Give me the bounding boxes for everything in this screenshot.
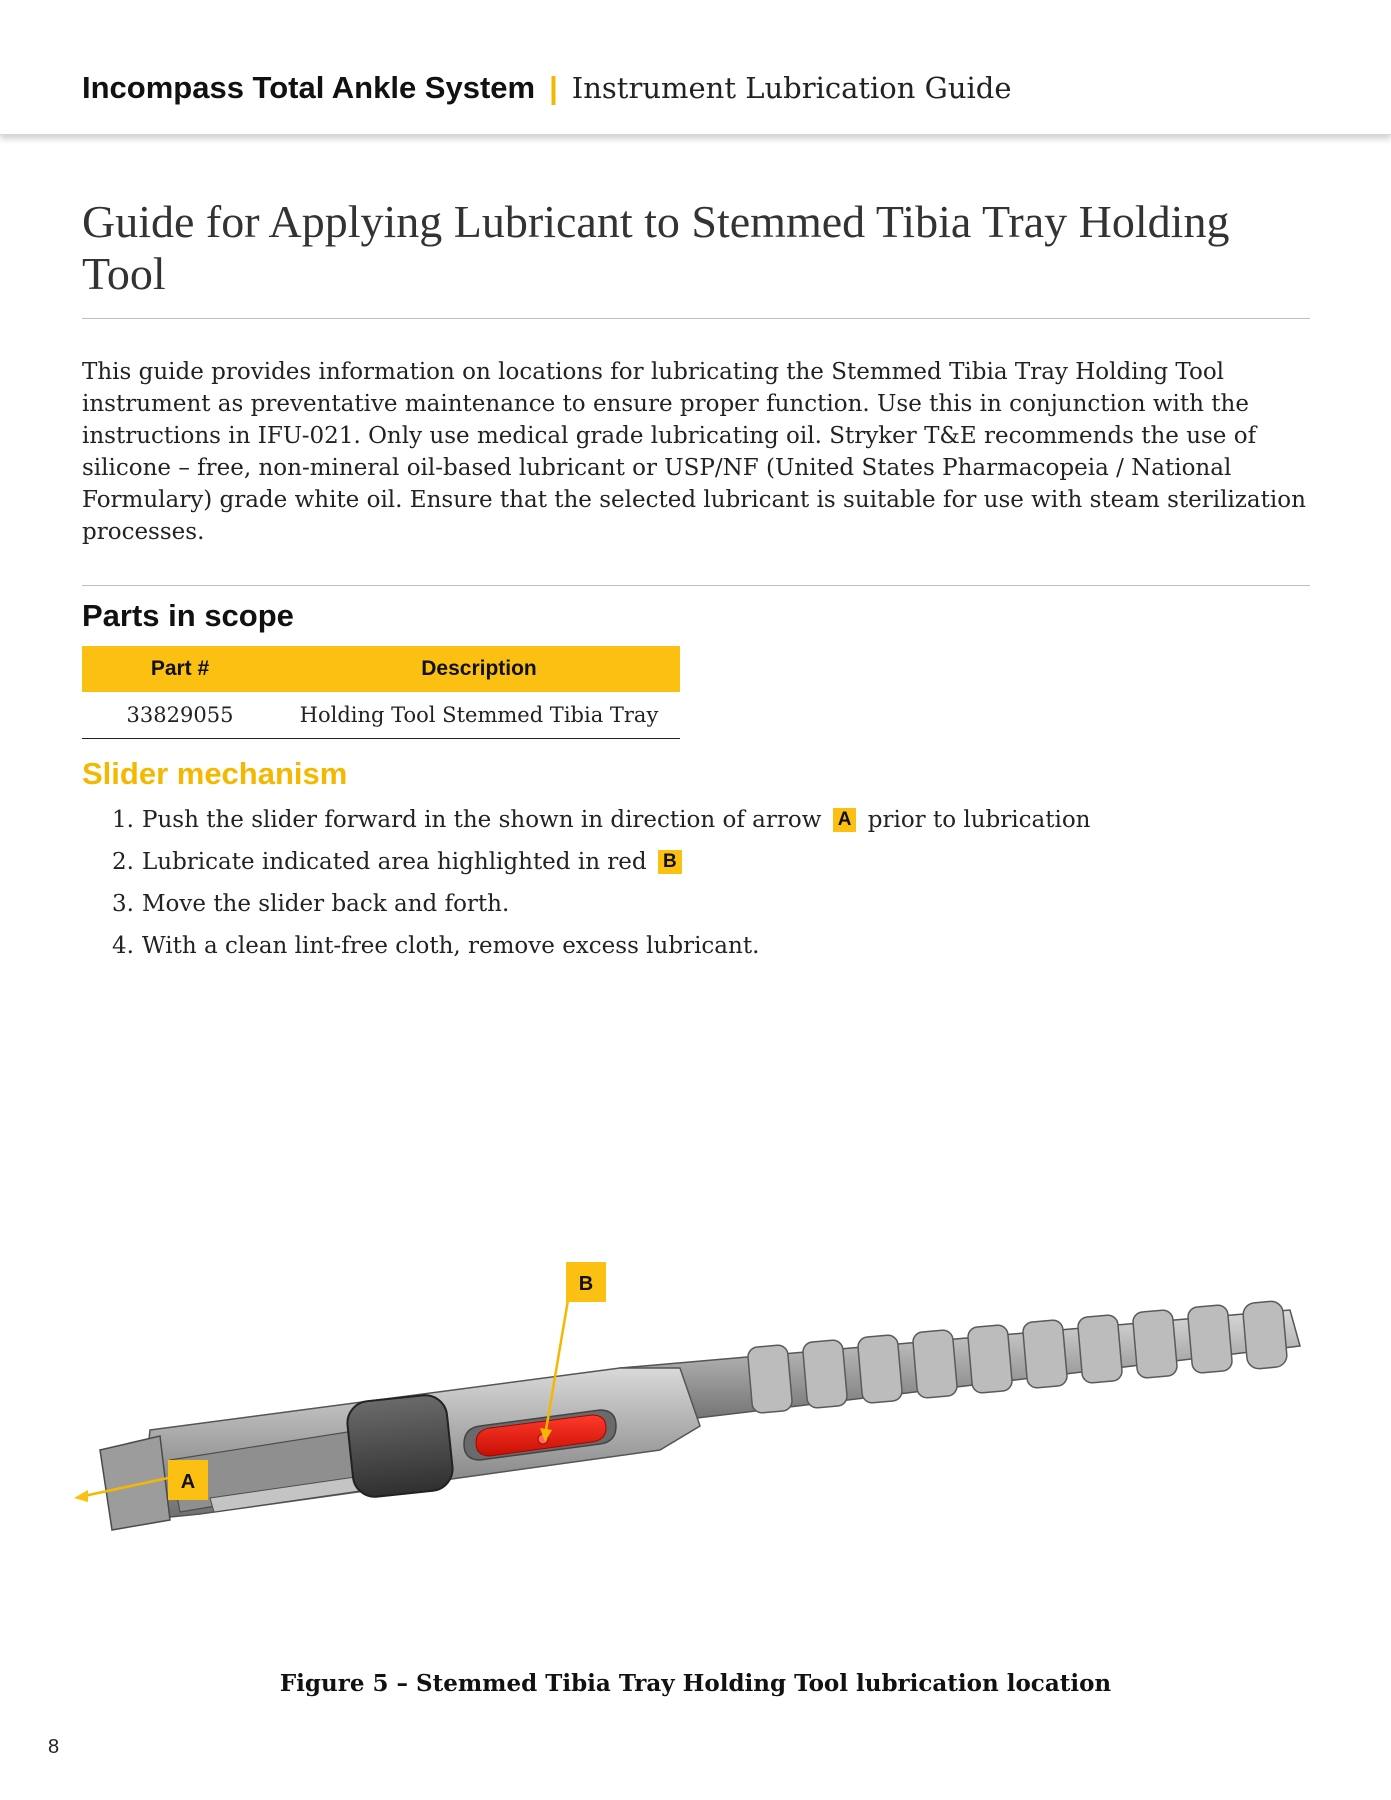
slider-heading: Slider mechanism [82,756,348,791]
list-item [112,886,1090,928]
tool-body [100,1300,1300,1530]
description-cell: Holding Tool Stemmed Tibia Tray [278,692,680,739]
header-separator: | [549,70,558,105]
step-text: Lubricate indicated area highlighted in red [142,849,647,875]
step-text: Push the slider forward in the shown in direction of arrow [142,807,822,833]
step-number: 3. [112,891,134,917]
step-text-after: prior to lubrication [867,807,1091,833]
part-number-cell: 33829055 [82,692,278,739]
step-text: With a clean lint-free cloth, remove excess lubricant. [142,933,760,959]
page-title: Guide for Applying Lubricant to Stemmed Tibia Tray Holding Tool [82,196,1230,299]
step-number: 1. [112,807,134,833]
column-header-part: Part # [82,646,278,692]
callout-badge-a: A [833,808,857,832]
title-divider [82,318,1310,319]
table-row [82,692,680,739]
list-item [112,802,1090,844]
holding-tool-illustration [60,1250,1320,1580]
list-item [112,928,1090,970]
callout-badge-b: B [658,850,682,874]
step-number: 2. [112,849,134,875]
step-text: Move the slider back and forth. [142,891,510,917]
header-subtitle: Instrument Lubrication Guide [571,71,1012,105]
callout-a-label: A [180,1471,196,1493]
page-header [0,0,1391,135]
step-number: 4. [112,933,134,959]
steps-list [112,802,1090,970]
intro-divider [82,585,1310,586]
callout-b-label: B [578,1273,594,1295]
header-text [82,70,1012,106]
figure-caption: Figure 5 – Stemmed Tibia Tray Holding Tool lubrication location [279,1670,1112,1697]
parts-table [82,646,680,739]
list-item [112,844,1090,886]
intro-paragraph: This guide provides information on locations for lubricating the Stemmed Tibia Tray Holding Tool instrument as preventative maintenance to ensure proper function. Use this in conjunction with the instructions in IFU-021. Only use medical grade lubricating oil. Stryker T&E recommends the use of silicone – free, non-mineral oil-based lubricant or USP/NF (United States Pharmacopeia / National Formulary) grade white oil. Ensure that the selected lubricant is suitable for use with steam sterilization processes. [82,359,1306,545]
brand-name: Incompass Total Ankle System [82,70,536,105]
parts-table-header [82,646,680,692]
parts-heading: Parts in scope [82,598,294,633]
page-number: 8 [48,1736,60,1758]
column-header-description: Description [278,646,680,692]
